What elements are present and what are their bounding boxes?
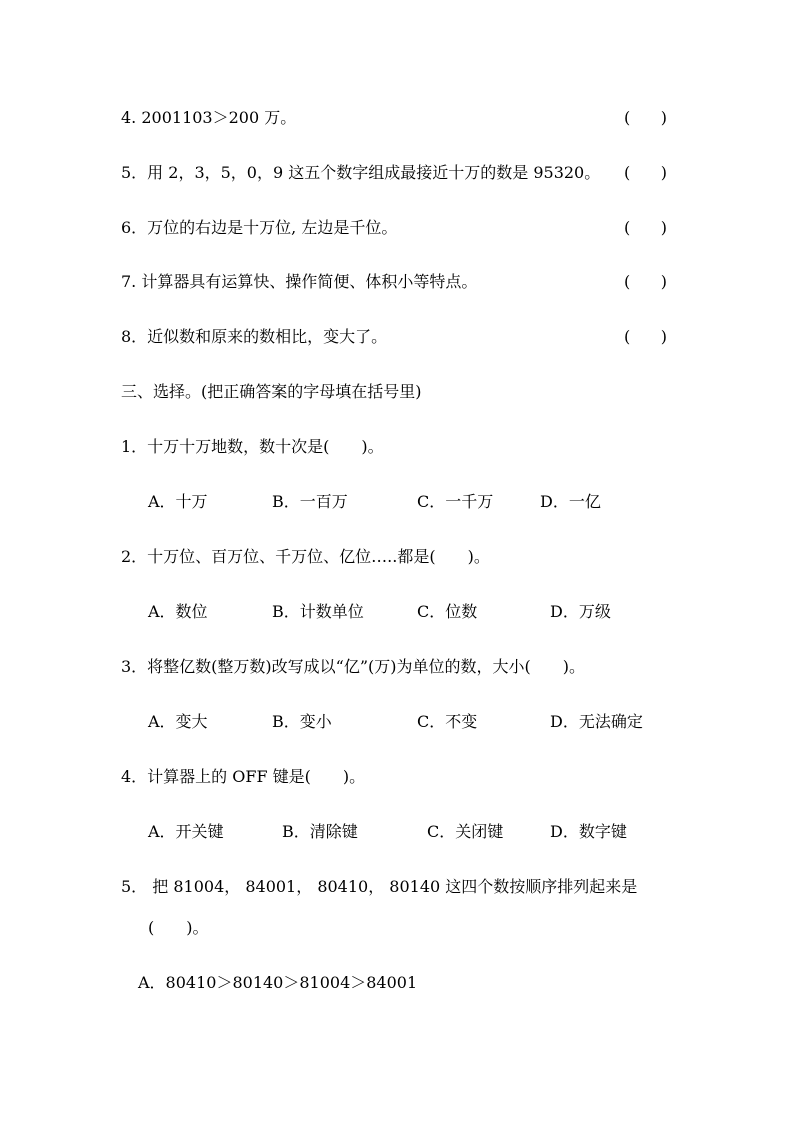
option-3d[interactable]: D．无法确定 [550,712,643,731]
choice-question-2: 2．十万位、百万位、千万位、亿位…..都是( )。 [121,547,490,566]
answer-blank-8[interactable]: ( ) [624,327,667,346]
judge-item-5: 5．用 2，3，5，0，9 这五个数字组成最接近十万的数是 95320。 [121,163,601,182]
option-4a[interactable]: A．开关键 [148,822,224,841]
option-1d[interactable]: D．一亿 [540,492,601,511]
choice-question-1: 1．十万十万地数，数十次是( )。 [121,437,384,456]
judge-item-7: 7. 计算器具有运算快、操作简便、体积小等特点。 [121,272,478,291]
answer-blank-6[interactable]: ( ) [624,218,667,237]
choice-question-5: 5． 把 81004， 84001， 80410， 80140 这四个数按顺序排列起来是 [121,877,638,896]
option-2a[interactable]: A．数位 [148,602,208,621]
answer-blank-4[interactable]: ( ) [624,108,667,127]
choice-question-3: 3．将整亿数(整万数)改写成以“亿”(万)为单位的数，大小( )。 [121,657,585,676]
choice-question-4: 4．计算器上的 OFF 键是( )。 [121,767,366,786]
option-1a[interactable]: A．十万 [148,492,208,511]
judge-item-6: 6．万位的右边是十万位, 左边是千位。 [121,218,398,237]
section-heading: 三、选择。(把正确答案的字母填在括号里) [121,382,422,401]
option-2b[interactable]: B．计数单位 [272,602,364,621]
option-5a[interactable]: A．80410＞80140＞81004＞84001 [138,973,418,992]
judge-item-8: 8．近似数和原来的数相比，变大了。 [121,327,388,346]
option-3c[interactable]: C．不变 [417,712,478,731]
option-3a[interactable]: A．变大 [148,712,208,731]
option-1b[interactable]: B．一百万 [272,492,348,511]
answer-blank-5[interactable]: ( ) [624,163,667,182]
option-2d[interactable]: D．万级 [550,602,611,621]
option-4d[interactable]: D．数字键 [550,822,627,841]
option-3b[interactable]: B．变小 [272,712,332,731]
answer-blank-7[interactable]: ( ) [624,272,667,291]
option-2c[interactable]: C．位数 [417,602,478,621]
choice-question-5-blank[interactable]: ( )。 [148,918,209,937]
judge-item-4: 4. 2001103＞200 万。 [121,108,297,127]
option-4c[interactable]: C．关闭键 [427,822,504,841]
option-4b[interactable]: B．清除键 [282,822,358,841]
option-1c[interactable]: C．一千万 [417,492,494,511]
